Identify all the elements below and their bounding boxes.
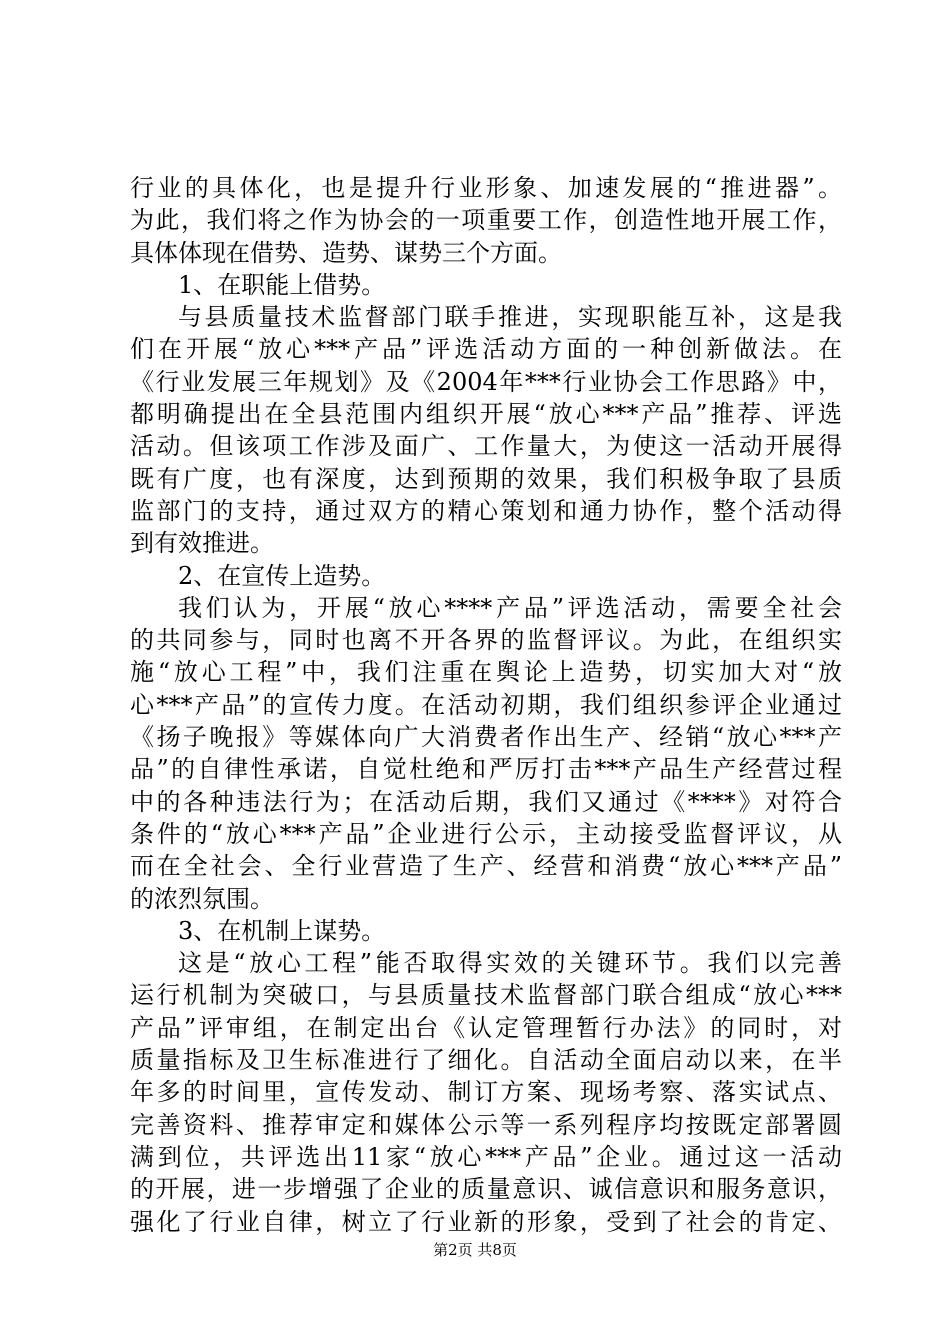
text-line: 既有广度，也有深度，达到预期的效果，我们积极争取了县质 [130, 464, 842, 493]
text-line: 条件的“放心***产品”企业进行公示，主动接受监督评议，从 [130, 819, 842, 848]
text-line: 《行业发展三年规划》及《2004年***行业协会工作思路》中， [130, 367, 842, 396]
text-line: 这是“放心工程”能否取得实效的关键环节。我们以完善 [178, 949, 842, 978]
text-line: 《扬子晚报》等媒体向广大消费者作出生产、经销“放心***产 [130, 723, 842, 752]
text-line: 而在全社会、全行业营造了生产、经营和消费“放心***产品” [130, 852, 842, 881]
text-line: 品”的自律性承诺，自觉杜绝和严厉打击***产品生产经营过程 [130, 755, 842, 784]
text-line: 都明确提出在全县范围内组织开展“放心***产品”推荐、评选 [130, 400, 842, 429]
text-line: 监部门的支持，通过双方的精心策划和通力协作，整个活动得 [130, 496, 842, 525]
text-line: 行业的具体化，也是提升行业形象、加速发展的“推进器”。 [130, 174, 842, 202]
text-line: 为此，我们将之作为协会的一项重要工作，创造性地开展工作， [130, 206, 842, 235]
text-line: 心***产品”的宣传力度。在活动初期，我们组织参评企业通过 [130, 690, 842, 719]
text-line: 中的各种违法行为；在活动后期，我们又通过《****》对符合 [130, 787, 842, 816]
text-line: 们在开展“放心***产品”评选活动方面的一种创新做法。在 [130, 335, 842, 364]
page-footer: 第2页 共8页 [433, 1241, 517, 1259]
text-line: 与县质量技术监督部门联手推进，实现职能互补，这是我 [178, 303, 842, 332]
text-line: 满到位，共评选出11家“放心***产品”企业。通过这一活动 [130, 1142, 842, 1171]
text-line: 年多的时间里，宣传发动、制订方案、现场考察、落实试点、 [130, 1078, 842, 1107]
text-line: 3、在机制上谋势。 [178, 916, 386, 945]
document-body [130, 172, 842, 1238]
text-line: 强化了行业自律，树立了行业新的形象，受到了社会的肯定、 [130, 1207, 842, 1236]
text-line: 质量指标及卫生标准进行了细化。自活动全面启动以来，在半 [130, 1046, 842, 1075]
text-line: 我们认为，开展“放心****产品”评选活动，需要全社会 [178, 593, 842, 622]
text-line: 具体体现在借势、造势、谋势三个方面。 [130, 238, 562, 267]
text-line: 的浓烈氛围。 [130, 884, 274, 913]
text-line: 施“放心工程”中，我们注重在舆论上造势，切实加大对“放 [130, 658, 842, 687]
text-line: 1、在职能上借势。 [178, 270, 386, 299]
text-line: 的共同参与，同时也离不开各界的监督评议。为此，在组织实 [130, 626, 842, 655]
text-line: 的开展，进一步增强了企业的质量意识、诚信意识和服务意识， [130, 1175, 842, 1204]
text-line: 产品”评审组，在制定出台《认定管理暂行办法》的同时，对 [130, 1013, 842, 1042]
text-line: 完善资料、推荐审定和媒体公示等一系列程序均按既定部署圆 [130, 1110, 842, 1139]
text-line: 活动。但该项工作涉及面广、工作量大，为使这一活动开展得 [130, 432, 842, 461]
text-line: 2、在宣传上造势。 [178, 561, 386, 590]
text-line: 运行机制为突破口，与县质量技术监督部门联合组成“放心*** [130, 981, 842, 1010]
text-line: 到有效推进。 [130, 529, 274, 558]
